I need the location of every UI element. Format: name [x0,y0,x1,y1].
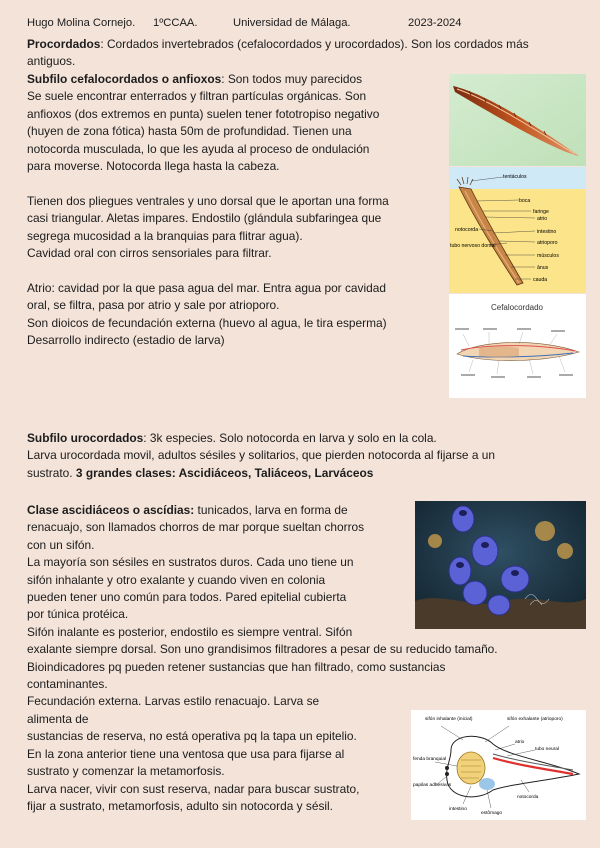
diagram3-label: estômago [481,811,503,816]
ascidias-line: contaminantes. [27,677,108,692]
cefalo-p3-line: Atrio: cavidad por la que pasa agua del mar. Entra agua por cavidad [27,280,386,295]
cefalo-p3-line: Desarrollo indirecto (estadio de larva) [27,333,225,348]
uro-title: Subfilo urocordados [27,431,144,445]
ascidias-line: tunicados, larva en forma de [194,503,348,517]
ascidias-line: sifón inhalante y otro exalante y cuando viven en colonia [27,572,326,587]
uro-title-rest: : 3k especies. Solo notocorda en larva y solo en la cola. [143,431,437,445]
uro-line: Larva urocordada movil, adultos sésiles y solitarios, que pierden notocorda al fijarse a un [27,448,495,463]
diagram1-label: tentáculos [503,174,527,180]
amphioxus-anatomy-diagram [449,167,586,293]
ascidias-line: sustancias de reserva, no está operativa pq la tapa un epitelio. [27,729,357,744]
ascidias-line: Bioindicadores pq pueden retener sustancias que han filtrado, como sustancias [27,659,446,674]
cefalo-p2-line: Cavidad oral con cirros sensoriales para filtrar. [27,246,272,261]
cefalo-p1-line: Se suele encontrar enterrados y filtran partículas orgánicas. Son [27,89,367,104]
diagram3-label: tubo neural [535,747,560,752]
diagram3-label: intestino [449,807,467,812]
header-course: 1ºCCAA. [153,17,198,29]
diagram1-label: intestino [537,229,557,235]
ascidias-line: renacuajo, son llamados chorros de mar porque sueltan chorros [27,520,365,535]
cefalo-p2-line: casi triangular. Aletas impares. Endostilo (glándula subfaringea que [27,211,382,226]
ascidias-line: En la zona anterior tiene una ventosa que usa para fijarse al [27,746,345,761]
diagram3-label: atrio [515,740,525,745]
diagram1-label: notocorda [455,227,479,233]
ascidias-line: sustrato y comenzar la metamorfosis. [27,764,225,779]
header-author: Hugo Molina Cornejo. [27,17,136,29]
ascidias-line: con un sifón. [27,537,95,552]
ascidian-colony-photo [415,501,586,629]
ascidian-larva-diagram [411,710,586,820]
cefalo-p1-line: anfioxos (dos extremos en punta) suelen tener fototropiso negativo [27,106,380,121]
cefalo-p2-line: Tienen dos pliegues ventrales y uno dorsal que le aportan una forma [27,193,389,208]
diagram1-label: atrioporo [537,240,558,246]
cefalo-p2-line: segrega mucosidad a la branquias para flitrar agua). [27,228,303,243]
intro-term: Procordados [27,37,101,51]
ascidias-line: fijar a sustrato, metamorfosis, adulto sin notocorda y sésil. [27,798,333,813]
uro-section [27,430,587,482]
diagram3-label: fenda branquial [413,757,447,762]
cefalo-p1-line: (huyen de zona fótica) hasta 50m de profundidad. Tienen una [27,124,352,139]
cefalo-p1-line: para moverse. Notocorda llega hasta la cabeza. [27,159,280,174]
page-header [27,17,587,29]
diagram3-label: notocorda [517,795,539,800]
diagram3-label: papilas adhesivas [413,783,452,788]
ascidias-line: Sifón inalante es posterior, endostilo es siempre ventral. Sifón [27,624,353,639]
cefalo-section [27,71,447,350]
diagram1-label: tubo nervoso dorsal [450,243,496,249]
diagram1-label: cauda [533,277,548,283]
cefalocordado-diagram [449,294,586,398]
diagram1-label: faringe [533,209,549,215]
ascidias-line: Fecundación externa. Larvas estilo renacuajo. Larva se [27,694,320,709]
diagram3-label: sifón inhalante (inicial) [425,717,473,722]
intro-text: : Cordados invertebrados (cefalocordados y urocordados). Son los cordados más antiguos. [27,37,529,69]
diagram1-label: boca [519,198,531,204]
ascidias-line: Larva nacer, vivir con sust reserva, nadar para buscar sustrato, [27,781,360,796]
ascidias-line: La mayoría son sésiles en sustratos duros. Cada uno tiene un [27,555,354,570]
cefalo-title: Subfilo cefalocordados o anfioxos [27,72,222,86]
diagram1-label: atrio [537,216,548,222]
cefalo-p1-line: notocorda musculada, lo que les ayuda al proceso de ondulación [27,141,370,156]
diagram1-label: ânus [537,265,549,271]
uro-classes: 3 grandes clases: Ascidiáceos, Taliáceos, Larváceos [75,465,374,480]
cefalocordado-title: Cefalocordado [490,303,544,312]
ascidias-line: alimenta de [27,711,89,726]
amphioxus-photo [449,74,586,166]
ascidias-line: pueden tener uno común para todos. Pared epitelial cubierta [27,590,347,605]
diagram3-label: sifón exhalante (atrioporo) [507,717,563,722]
diagram1-label: músculos [537,253,559,259]
uro-line: sustrato. [27,465,76,480]
cefalo-p3-line: oral, se filtra, pasa por atrio y sale por atrioporo. [27,298,280,313]
intro-paragraph [27,36,567,71]
ascidias-line: por túnica protéica. [27,607,129,622]
cefalo-title-rest: : Son todos muy parecidos [221,72,363,86]
header-year: 2023-2024 [408,17,462,29]
cefalo-p3-line: Son dioicos de fecundación externa (huevo al agua, le tira esperma) [27,315,387,330]
ascidias-title: Clase ascidiáceos o ascídias: [27,503,195,517]
ascidias-line: exalante siempre dorsal. Son uno grandisimos filtradores a pesar de su reducido tamaño. [27,642,498,657]
header-university: Universidad de Málaga. [233,17,351,29]
